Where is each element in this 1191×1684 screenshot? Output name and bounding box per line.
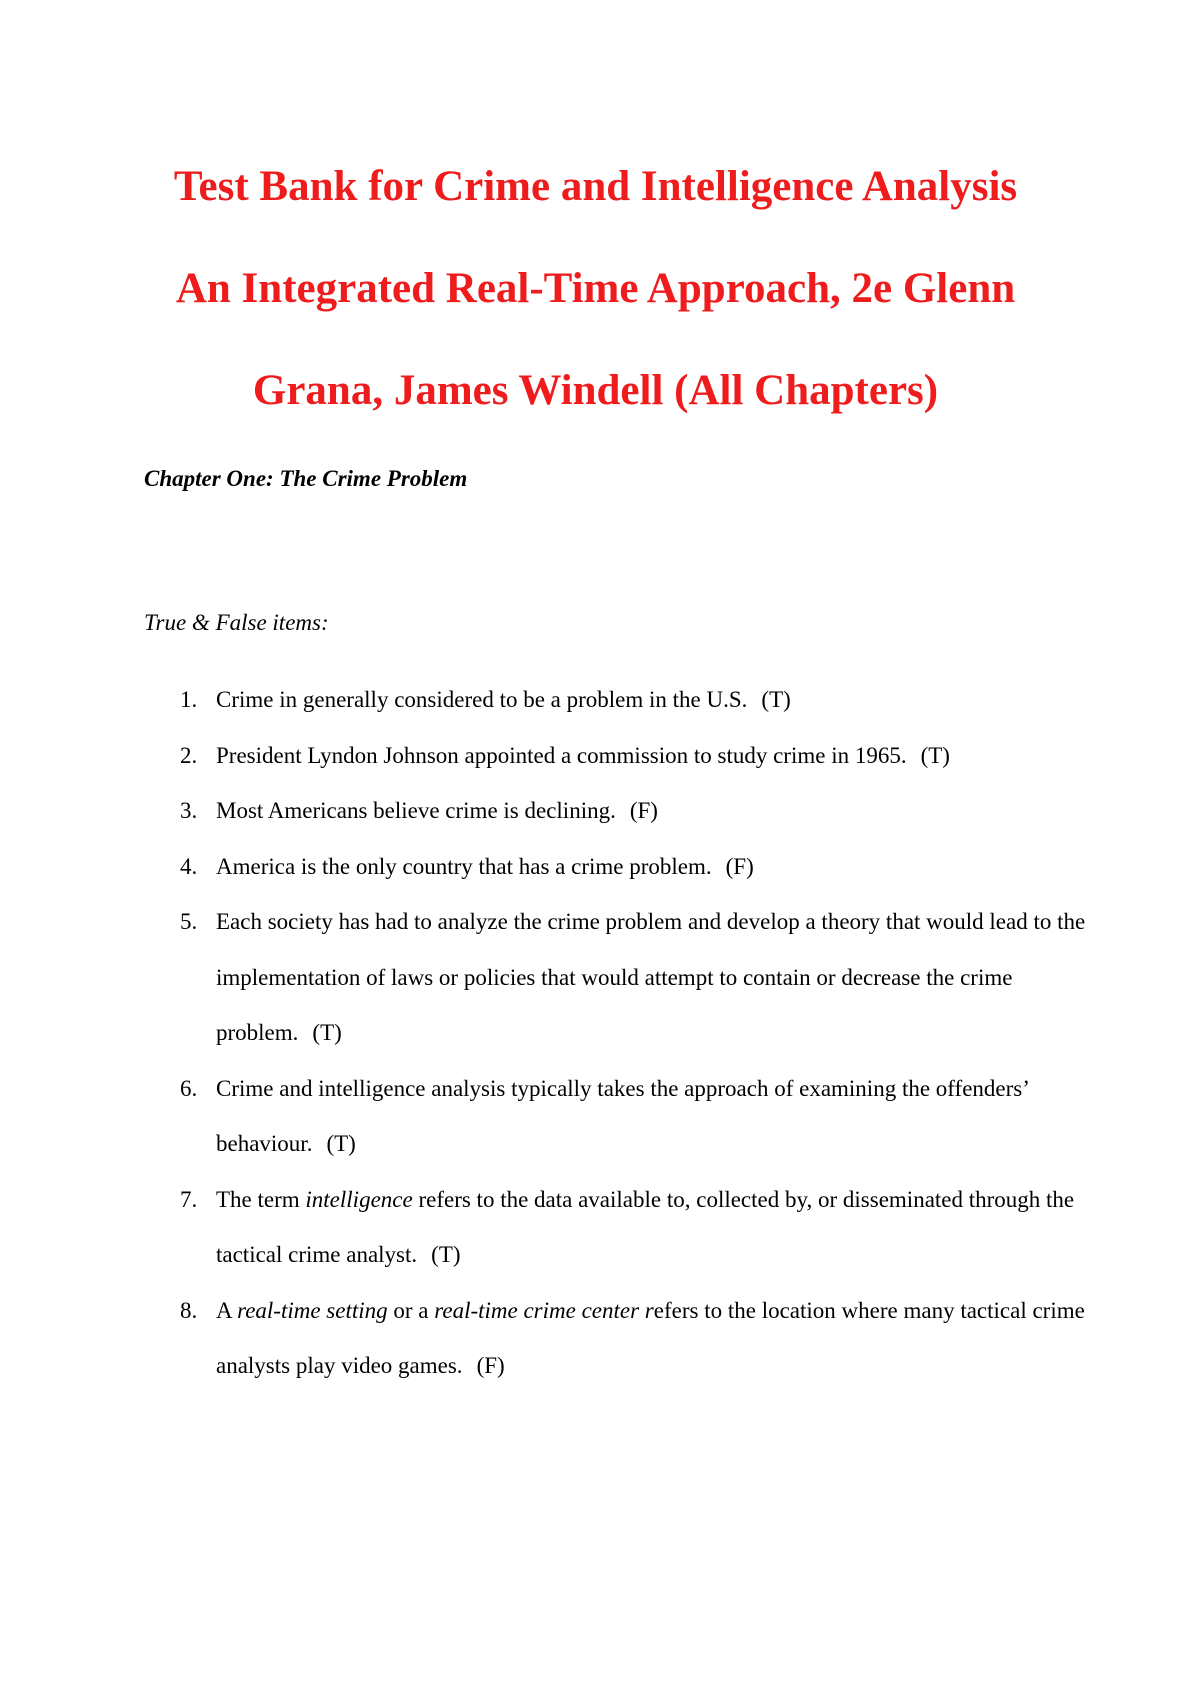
item-text: refers to the data available to, collected by, or disseminated through the tactical crime analyst. [216, 1186, 1075, 1267]
list-item [144, 783, 1094, 839]
title-line-2: An Integrated Real-Time Approach, 2e Glenn [175, 265, 1016, 312]
item-text: efers to the location where many tactical crime analysts play video games. [216, 1297, 1085, 1378]
list-item [144, 1172, 1094, 1283]
item-answer: (T) [431, 1242, 461, 1267]
document-title [0, 136, 1191, 442]
title-line-1: Test Bank for Crime and Intelligence Analysis [173, 163, 1018, 210]
item-text: Each society has had to analyze the crime problem and develop a theory that would lead to the implementation of laws or policies that would attempt to contain or decrease the crime problem. [216, 909, 1086, 1045]
title-line-3: Grana, James Windell (All Chapters) [252, 367, 939, 414]
item-italic-term: intelligence [305, 1186, 413, 1212]
item-answer: (T) [761, 687, 791, 712]
list-item [144, 728, 1094, 784]
item-number: 4. [180, 853, 198, 879]
item-answer: (T) [920, 742, 950, 768]
list-item [144, 839, 1094, 895]
chapter-heading: Chapter One: The Crime Problem [144, 466, 468, 491]
section-label: True & False items: [144, 610, 329, 635]
item-number: 3. [180, 798, 198, 823]
item-text: Crime in generally considered to be a problem in the U.S. [216, 687, 748, 712]
item-answer: (F) [629, 798, 658, 823]
item-text: America is the only country that has a crime problem. [216, 853, 712, 879]
list-item [144, 1283, 1094, 1394]
item-text: or a [387, 1297, 435, 1323]
item-text: Most Americans believe crime is declining. [216, 798, 616, 823]
item-italic-term: real-time crime center r [434, 1297, 654, 1323]
item-number: 2. [180, 742, 198, 768]
true-false-list [144, 672, 1094, 1394]
item-number: 5. [180, 909, 198, 934]
item-answer: (F) [725, 853, 754, 879]
item-text: The term [216, 1186, 306, 1212]
item-answer: (T) [312, 1020, 342, 1045]
list-item [144, 894, 1094, 1061]
item-text: Crime and intelligence analysis typically takes the approach of examining the offenders’ behaviour. [216, 1075, 1029, 1156]
item-text: President Lyndon Johnson appointed a commission to study crime in 1965. [216, 742, 907, 768]
item-number: 8. [180, 1297, 198, 1323]
list-item [144, 1061, 1094, 1172]
item-italic-term: real-time setting [237, 1297, 388, 1323]
item-number: 7. [180, 1186, 198, 1212]
item-number: 1. [180, 687, 198, 712]
item-number: 6. [180, 1075, 198, 1101]
item-text: A [216, 1297, 238, 1323]
list-item [144, 672, 1094, 728]
item-answer: (F) [476, 1353, 505, 1378]
item-answer: (T) [326, 1131, 356, 1156]
